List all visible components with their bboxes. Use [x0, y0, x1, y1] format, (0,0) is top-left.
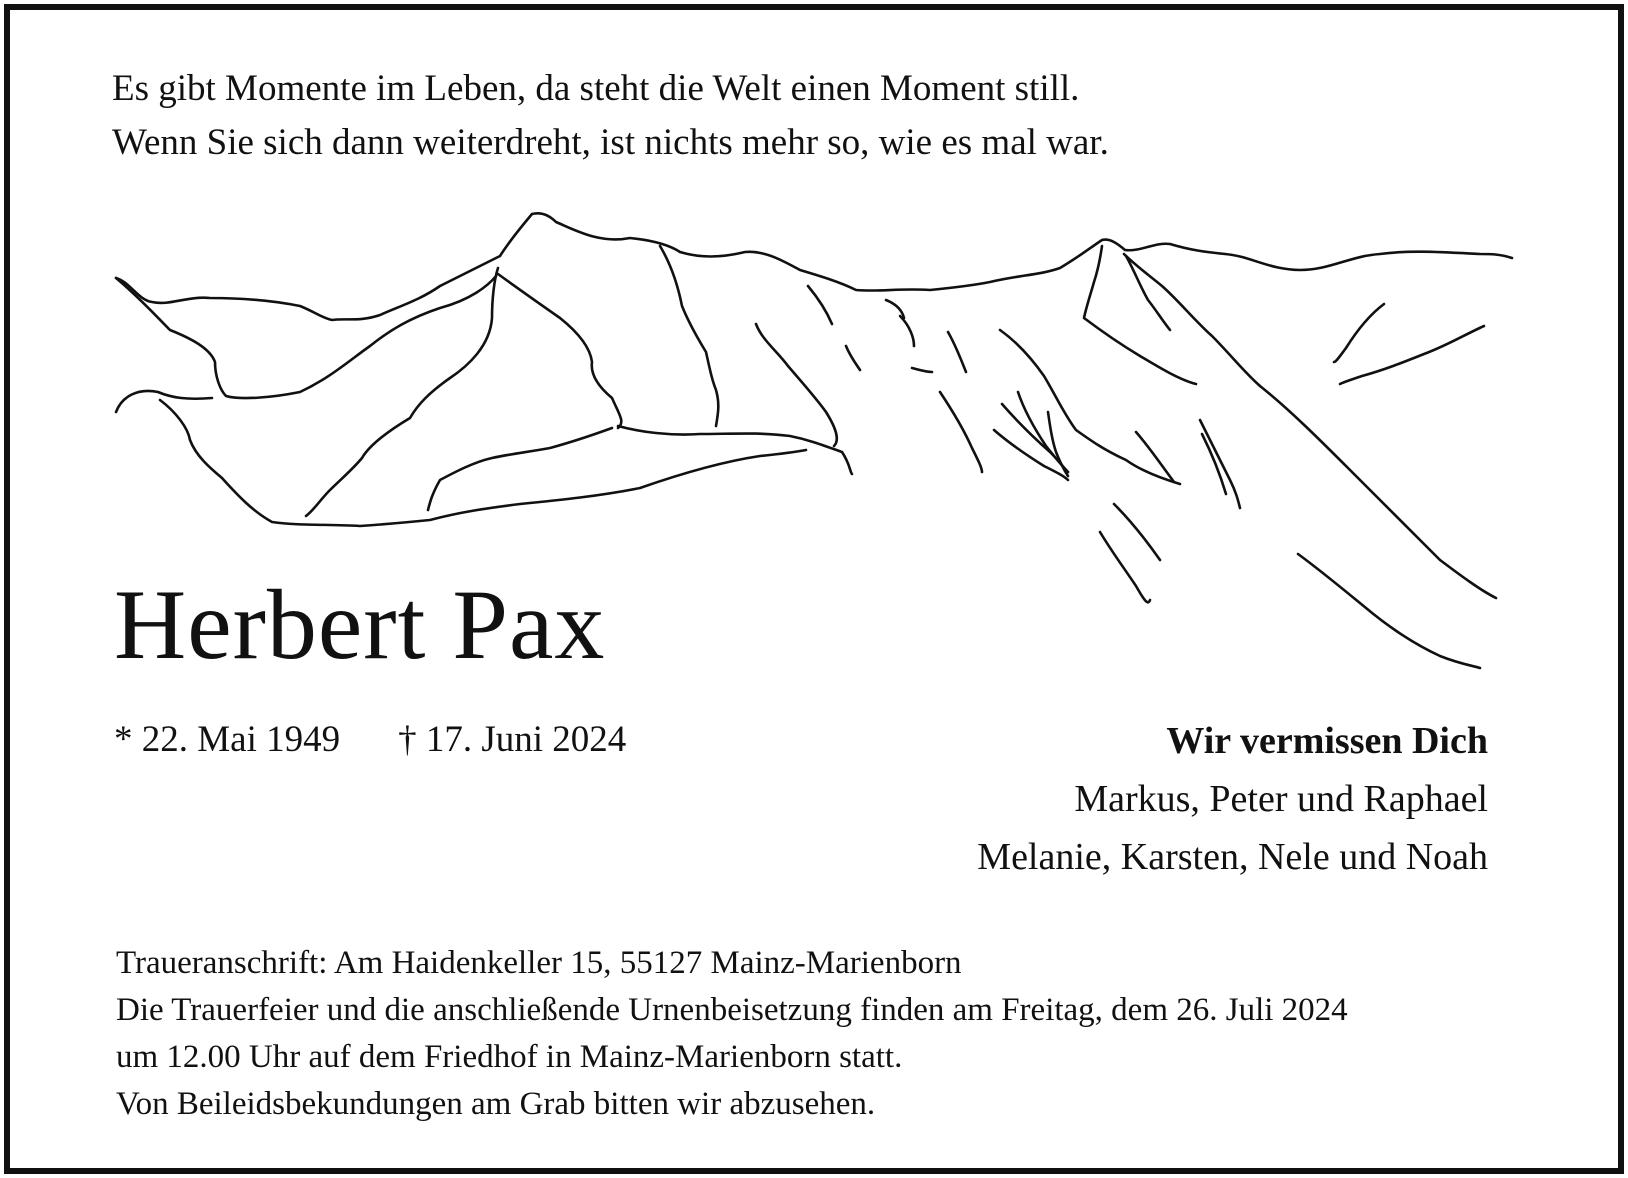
quote-line-1: Es gibt Momente im Leben, da steht die Welt einen Moment still.	[112, 68, 1080, 109]
death-date: † 17. Juni 2024	[398, 719, 627, 760]
mourners-line-1: Markus, Peter und Raphael	[1074, 778, 1488, 820]
mourning-address: Traueranschrift: Am Haidenkeller 15, 55127 Mainz-Marienborn	[116, 945, 962, 981]
mourners-heading: Wir vermissen Dich	[1166, 720, 1488, 762]
quote-line-2: Wenn Sie sich dann weiterdreht, ist nichts mehr so, wie es mal war.	[112, 122, 1109, 163]
deceased-name: Herbert Pax	[114, 569, 606, 680]
condolence-note: Von Beileidsbekundungen am Grab bitten wir abzusehen.	[116, 1086, 876, 1122]
mourners-block	[977, 712, 1488, 886]
mourners-line-2: Melanie, Karsten, Nele und Noah	[977, 836, 1488, 878]
ceremony-line-2: um 12.00 Uhr auf dem Friedhof in Mainz-Marienborn statt.	[116, 1039, 903, 1075]
life-dates	[114, 718, 626, 762]
birth-date: * 22. Mai 1949	[114, 719, 341, 760]
ceremony-line-1: Die Trauerfeier und die anschließende Urnenbeisetzung finden am Freitag, dem 26. Juli 2024	[116, 992, 1348, 1028]
funeral-info	[116, 940, 1348, 1128]
